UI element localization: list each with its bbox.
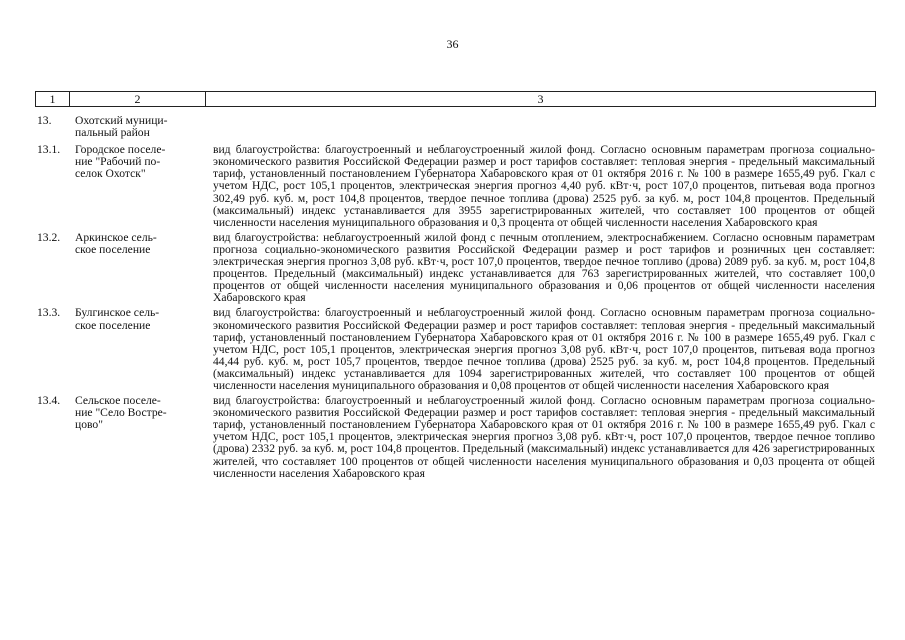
municipality-name-line: ское поселение bbox=[75, 242, 151, 256]
municipality-name-line: селок Охотск" bbox=[75, 167, 146, 181]
municipality-name-line: Булгинское сель- bbox=[75, 306, 160, 320]
description: вид благоустройства: благоустроенный и неблагоустроенный жилой фонд. Согласно основным параметрам прогноза социально-экономического развития Российской Федерации размер и рост тарифов составляет: тепловая энергия - предельный максимальный тариф, установленный постановлением Губернатора Хабаровского края от 01 октября 2016 г. № 100 в размере 1655,49 руб. Гкал с учетом НДС, рост 105,1 процентов, электрическая энергия прогноз 3,08 руб. кВт·ч, рост 107,0 процентов, питьевая вода прогноз 44,44 руб. куб. м, рост 105,7 процентов, твердое печное топлива (дрова) 2525 руб. за куб. м, рост 104,8 процентов. Предельный (максимальный) индекс устанавливается для 1094 зарегистрированных жителей, что составляет 100 процентов от общей численности населения муниципального образования и 0,08 процентов от общей численности населения Хабаровского края bbox=[213, 306, 875, 392]
page-number: 36 bbox=[446, 37, 459, 51]
row-number: 13.3. bbox=[37, 306, 61, 320]
header-col-1: 1 bbox=[36, 92, 70, 106]
municipality-name-line: Городское поселе- bbox=[75, 143, 166, 157]
table-row bbox=[35, 307, 876, 392]
municipality-name-line: ние "Рабочий по- bbox=[75, 155, 161, 169]
municipality-name-line: пальный район bbox=[75, 126, 150, 140]
row-number: 13.4. bbox=[37, 394, 61, 408]
municipality-name-line: Аркинское сель- bbox=[75, 230, 157, 244]
table-row bbox=[35, 115, 876, 139]
description: вид благоустройства: благоустроенный и неблагоустроенный жилой фонд. Согласно основным параметрам прогноза социально-экономического развития Российской Федерации размер и рост тарифов составляет: тепловая энергия - предельный максимальный тариф, установленный постановлением Губернатора Хабаровского края от 01 октября 2016 г. № 100 в размере 1655,49 руб. Гкал с учетом НДС, рост 105,1 процентов, электрическая энергия прогноз 3,08 руб. кВт·ч, рост 107,0 процентов, твердое печное топливо (дрова) 2332 руб. за куб. м, рост 104,8 процентов. Предельный (максимальный) индекс устанавливается для 426 зарегистрированных жителей, что составляет 100 процентов от общей численности населения муниципального образования и 0,03 процента от общей численности населения Хабаровского края bbox=[213, 394, 875, 480]
municipality-name bbox=[73, 232, 213, 305]
table-row bbox=[35, 395, 876, 480]
header-col-3: 3 bbox=[537, 92, 544, 106]
municipality-name-line: ние "Село Востре- bbox=[75, 406, 167, 420]
tariff-table bbox=[35, 91, 876, 480]
table-row bbox=[35, 232, 876, 305]
municipality-name bbox=[73, 115, 213, 139]
description: вид благоустройства: благоустроенный и неблагоустроенный жилой фонд. Согласно основным параметрам прогноза социально-экономического развития Российской Федерации размер и рост тарифов составляет: тепловая энергия - предельный максимальный тариф, установленный постановлением Губернатора Хабаровского края от 01 октября 2016 г. № 100 в размере 1655,49 руб. Гкал с учетом НДС, рост 105,1 процентов, электрическая энергия прогноз 4,40 руб. кВт·ч, рост 107,0 процентов, питьевая вода прогноз 302,49 руб. куб. м, рост 104,8 процентов, твердое печное топлива (дрова) 2525 руб. за куб. м, рост 104,8 процентов. Предельный (максимальный) индекс устанавливается для 3955 зарегистрированных жителей, что составляет 100 процентов от общей численности населения муниципального образования и 0,3 процента от общей численности населения Хабаровского края bbox=[213, 143, 875, 229]
municipality-name-line: ское поселение bbox=[75, 318, 151, 332]
row-number: 13.2. bbox=[37, 230, 61, 244]
table-header-row bbox=[35, 91, 876, 107]
municipality-name-line: цово" bbox=[75, 418, 103, 432]
description: вид благоустройства: неблагоустроенный жилой фонд с печным отоплением, электроснабжением. Согласно основным параметрам прогноза социально-экономического развития Российской Федерации размер и рост тарифов и розничных цен составляет: электрическая энергия прогноз 3,08 руб. кВт·ч, рост 107,0 процентов, твердое печное топливо (дрова) 2089 руб. за куб. м, рост 104,8 процентов. Предельный (максимальный) индекс устанавливается для 763 зарегистрированных жителей, что составляет 100,0 процентов от общей численности населения муниципального образования и 0,06 процентов от общей численности населения Хабаровского края bbox=[213, 230, 875, 305]
municipality-name-line: Охотский муници- bbox=[75, 114, 168, 127]
description bbox=[213, 115, 876, 139]
municipality-name bbox=[73, 307, 213, 392]
municipality-name bbox=[73, 144, 213, 229]
row-number: 13. bbox=[37, 114, 52, 127]
table-row bbox=[35, 144, 876, 229]
municipality-name bbox=[73, 395, 213, 480]
row-number: 13.1. bbox=[37, 143, 61, 157]
municipality-name-line: Сельское поселе- bbox=[75, 394, 161, 408]
header-col-2: 2 bbox=[70, 92, 206, 106]
